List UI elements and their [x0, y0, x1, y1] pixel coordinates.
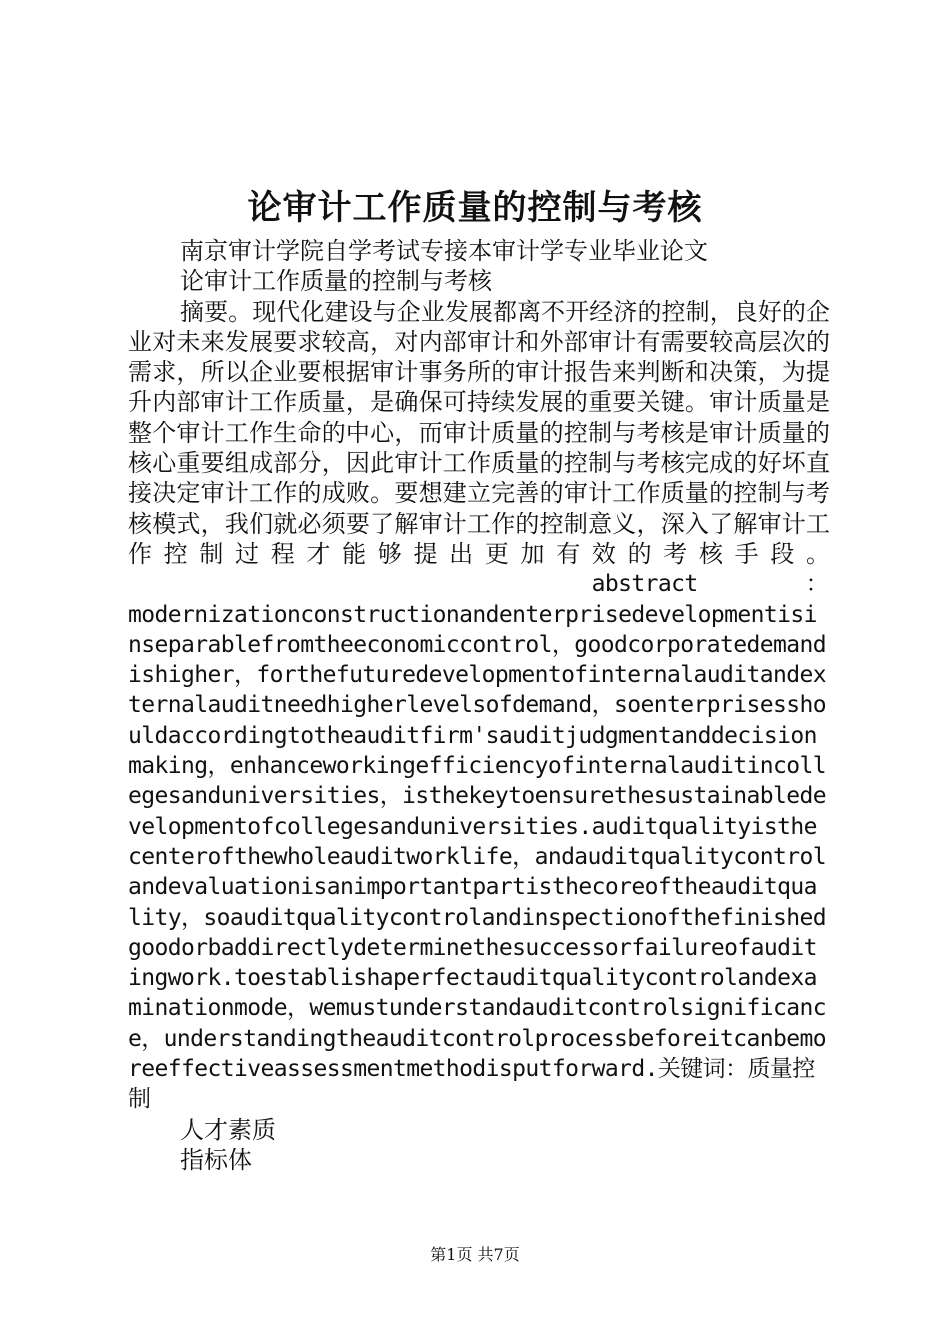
abstract-english-lead [128, 569, 830, 599]
keyword-line: 指标体 [180, 1145, 252, 1174]
subtitle-line-2: 论审计工作质量的控制与考核 [180, 267, 492, 296]
abstract-colon: ： [805, 571, 828, 598]
abstract-chinese: 摘要。现代化建设与企业发展都离不开经济的控制，良好的企业对未来发展要求较高，对内部审计和外部审计有需要较高层次的需求，所以企业要根据审计事务所的审计报告来判断和决策，为提升内部审计工作质量，是确保可持续发展的重要关键。审计质量是整个审计工作生命的中心，而审计质量的控制与考核是审计质量的核心重要组成部分，因此审计工作质量的控制与考核完成的好坏直接决定审计工作的成败。要想建立完善的审计工作质量的控制与考核模式，我们就必须要了解审计工作的控制意义，深入了解审计工作控制过程才能够提出更加有效的考核手段。 [128, 297, 830, 568]
subtitle-line-1: 南京审计学院自学考试专接本审计学专业毕业论文 [180, 237, 708, 265]
document-body [128, 236, 830, 1175]
abstract-english-body: modernizationconstructionandenterprisedevelopmentisinseparablefromtheeconomiccontrol，goodcorporatedemandishigher，forthefuturedevelopmentofinternalauditandexternalauditneedhigherlevelsofdemand，soenterprisesshouldaccordingtotheauditfirm'sauditjudgmentanddecisionmaking，enhanceworkingefficiencyofinternalauditincollegesanduniversities，isthekeytoensurethesustainabledevelopmentofcollegesanduniversities.auditqualityisthecenterofthewholeauditworklife，andauditqualitycontrolandevaluationisanimportantpartisthecoreoftheauditquality，soauditqualitycontrolandinspectionofthefinishedgoodorbaddirectlydeterminethesuccessorfailureofauditingwork.toestablishaperfectauditqualitycontrolandexaminationmode，wemustunderstandauditcontrolsignificance，understandingtheauditcontrolprocessbeforeitcanbemoreeffectiveassessmentmethodisputforward.关键词：质量控制 [128, 601, 827, 1113]
keyword-line: 人才素质 [180, 1115, 276, 1144]
abstract-label: abstract [591, 571, 698, 598]
page-number-footer: 第1页 共7页 [430, 1245, 520, 1264]
abstract-english [128, 569, 830, 1114]
document-title: 论审计工作质量的控制与考核 [247, 188, 703, 228]
